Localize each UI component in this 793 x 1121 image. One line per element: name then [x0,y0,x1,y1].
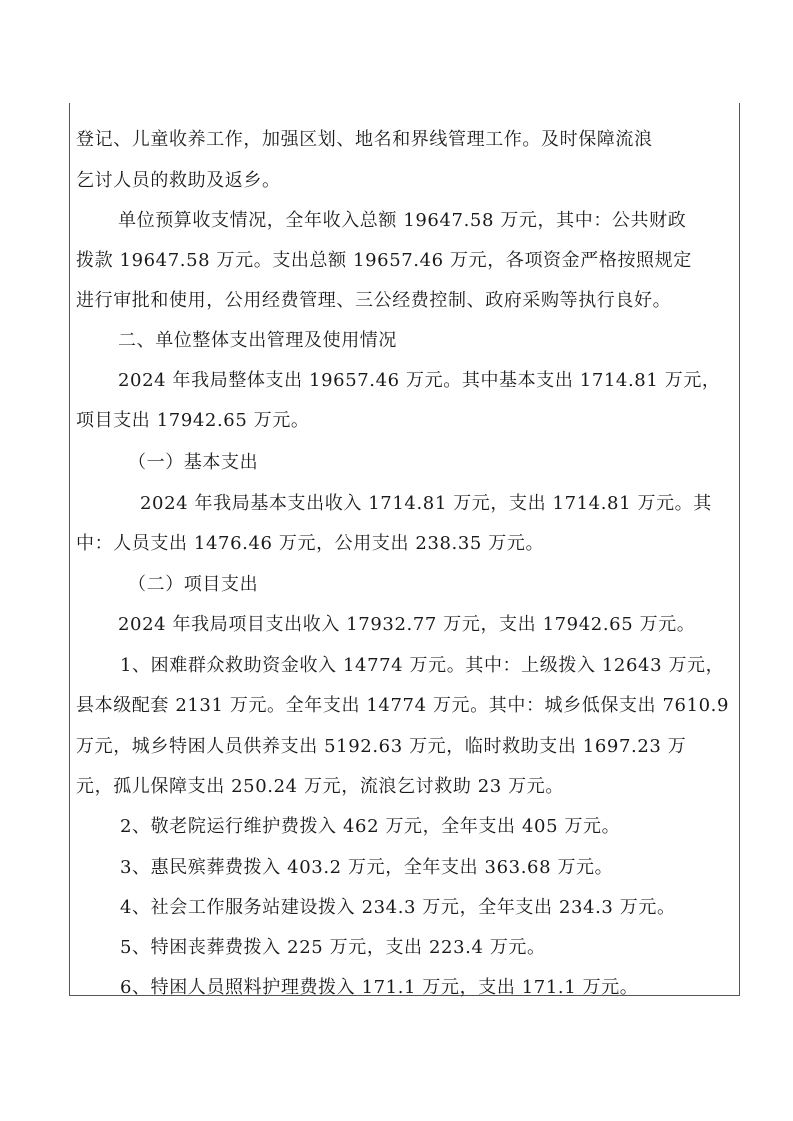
text-line: 3、惠民殡葬费拨入 403.2 万元，全年支出 363.68 万元。 [120,857,614,878]
text-line: 登记、儿童收养工作，加强区划、地名和界线管理工作。及时保障流浪 [76,129,653,150]
text-line: 2024 年我局基本支出收入 1714.81 万元，支出 1714.81 万元。其 [140,493,712,514]
text-line: 6、特困人员照料护理费拨入 171.1 万元，支出 171.1 万元。 [120,977,639,998]
text-line: 万元，城乡特困人员供养支出 5192.63 万元，临时救助支出 1697.23 万 [76,736,687,757]
text-line: 1、困难群众救助资金收入 14774 万元。其中：上级拨入 12643 万元， [120,655,725,676]
text-line: 中：人员支出 1476.46 万元，公用支出 238.35 万元。 [76,533,545,554]
section-heading: 二、单位整体支出管理及使用情况 [118,330,397,351]
text-line: 单位预算收支情况，全年收入总额 19647.58 万元，其中：公共财政 [118,210,687,231]
text-line: 4、社会工作服务站建设拨入 234.3 万元，全年支出 234.3 万元。 [120,897,676,918]
text-line: 进行审批和使用，公用经费管理、三公经费控制、政府采购等执行良好。 [76,290,672,311]
text-line: 2、敬老院运行维护费拨入 462 万元，全年支出 405 万元。 [120,816,621,837]
subsection-heading: （二）项目支出 [128,574,259,595]
text-line: 项目支出 17942.65 万元。 [76,410,310,431]
text-line: 县本级配套 2131 万元。全年支出 14774 万元。其中：城乡低保支出 7610.9 [76,695,730,716]
subsection-heading: （一）基本支出 [128,452,259,473]
text-line: 乞讨人员的救助及返乡。 [76,170,281,191]
text-line: 2024 年我局项目支出收入 17932.77 万元，支出 17942.65 万元。 [118,614,696,635]
text-line: 元，孤儿保障支出 250.24 万元，流浪乞讨救助 23 万元。 [76,776,564,797]
text-line: 拨款 19647.58 万元。支出总额 19657.46 万元，各项资金严格按照规定 [76,250,692,271]
text-line: 5、特困丧葬费拨入 225 万元，支出 223.4 万元。 [120,937,546,958]
text-line: 2024 年我局整体支出 19657.46 万元。其中基本支出 1714.81 万元， [118,370,721,391]
